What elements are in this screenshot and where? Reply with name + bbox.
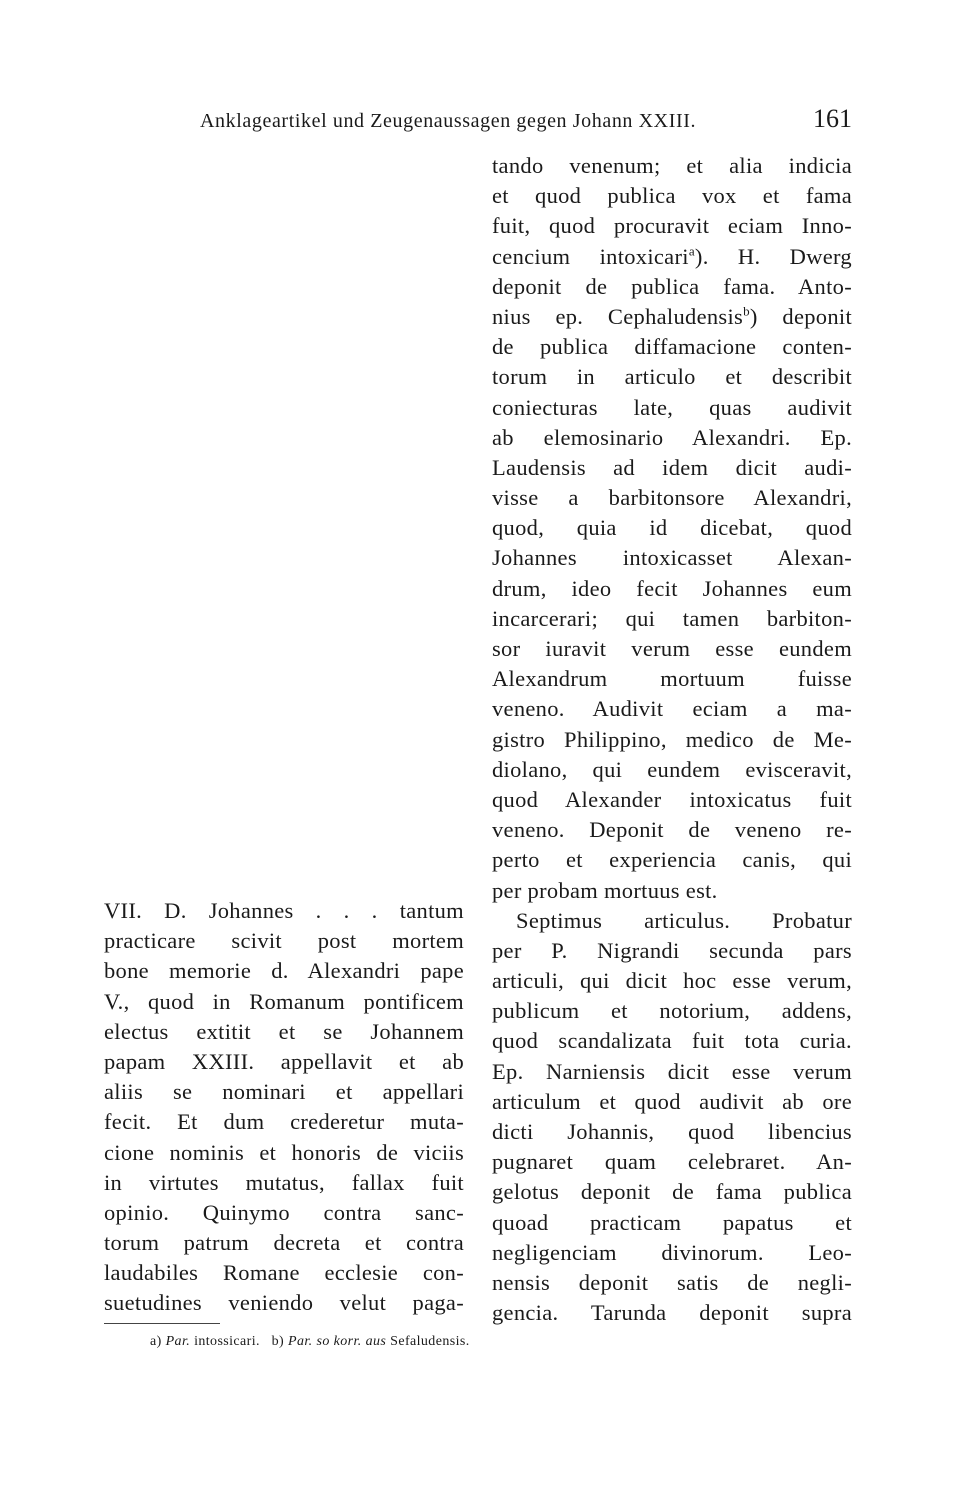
text-line: quoad practicam papatus et [492,1209,852,1235]
text-line: Septimus articulus. Probatur [516,907,852,933]
text-line: gencia. Tarunda deponit supra [492,1300,852,1326]
text-line: cione nominis et honoris de viciis [104,1139,464,1165]
text-line: deponit de publica fama. Anto- [492,273,852,299]
text-line: torum in articulo et describit [492,364,852,390]
text-line: electus extitit et se Johannem [104,1018,464,1044]
text-line: papam XXIII. appellavit et ab [104,1048,464,1074]
text-line: V., quod in Romanum pontificem [104,988,464,1014]
text-line: de publica diffamacione conten- [492,334,852,360]
footnote-ref-b: b [743,303,750,319]
text-line: Johannes intoxicasset Alexan- [492,545,852,571]
text-line: torum patrum decreta et contra [104,1230,464,1256]
text-line: quod scandalizata fuit tota curia. [492,1028,852,1054]
text-line: quod Alexander intoxicatus fuit [492,786,852,812]
running-title: Anklageartikel und Zeugenaussagen gegen Johann XXIII. [200,110,697,132]
right-column [492,151,852,1328]
text-line: aliis se nominari et appellari [104,1079,464,1105]
left-column-article-text [104,896,464,1319]
text-line: practicare scivit post mortem [104,928,464,954]
text-line: nensis deponit satis de negli- [492,1269,852,1295]
text-line: Alexandrum mortuum fuisse [492,666,852,692]
text-line: diolano, qui eundem evisceravit, [492,756,852,782]
text-line: coniecturas late, quas audivit [492,394,852,420]
text-line: drum, ideo fecit Johannes eum [492,575,852,601]
running-header [200,104,852,138]
text-line: bone memorie d. Alexandri pape [104,958,464,984]
text-line: dicti Johannis, quod libencius [492,1119,852,1144]
text-line: veneno. Deponit de veneno re- [492,817,852,843]
text-line: per probam mortuus est. [492,877,718,903]
text-line: Ep. Narniensis dicit esse verum [492,1058,852,1084]
text-line [492,302,852,332]
text-line: visse a barbitonsore Alexandri, [492,485,852,511]
footnote-text-b: Sefaludensis. [390,1334,470,1349]
text-fragment: nius ep. Cephaludensis [492,303,744,329]
text-fragment: ) deponit [749,303,853,329]
text-line: veneno. Audivit eciam a ma- [492,696,852,722]
text-fragment: cencium intoxicari [492,243,689,269]
text-line: quod, quia id dicebat, quod [492,515,852,541]
footnotes [150,1334,470,1350]
text-line [492,242,852,272]
text-line: fecit. Et dum crederetur muta- [104,1109,464,1135]
footnote-mark-a: a) [150,1334,162,1349]
text-line: publicum et notorium, addens, [492,998,852,1024]
footnote-divider [104,1323,220,1324]
text-line: tando venenum; et alia indicia [492,153,852,178]
footnote-source: Par. [165,1334,191,1349]
text-line: VII. D. Johannes . . . tantum [104,898,464,923]
text-fragment: ). H. Dwerg [694,243,852,269]
footnote-ref-a: a [688,243,695,259]
footnote-mark-b: b) [271,1334,285,1349]
text-line: in virtutes mutatus, fallax fuit [104,1169,464,1195]
text-line: articulum et quod audivit ab ore [492,1088,852,1114]
footnote-source: Par. [288,1334,313,1349]
text-line: suetudines veniendo velut paga- [104,1290,464,1316]
footnote-text-a: intossicari. [194,1334,260,1349]
text-line: per P. Nigrandi secunda pars [492,937,852,963]
text-line: et quod publica vox et fama [492,183,852,209]
text-line: negligenciam divinorum. Leo- [492,1239,852,1265]
text-line: articuli, qui dicit hoc esse verum, [492,968,852,994]
text-line: opinio. Quinymo contra sanc- [104,1199,464,1225]
text-line: pugnaret quam celebraret. An- [492,1149,852,1175]
text-line: fuit, quod procuravit eciam Inno- [492,213,852,239]
text-line: gelotus deponit de fama publica [492,1179,852,1205]
text-line: incarcerari; qui tamen barbiton- [492,605,852,631]
text-line: sor iuravit verum esse eundem [492,636,852,661]
text-line: perto et experiencia canis, qui [492,847,852,873]
footnote-editor-note: so korr. aus [316,1334,387,1349]
text-line: Laudensis ad idem dicit audi- [492,454,852,480]
text-line: ab elemosinario Alexandri. Ep. [492,424,852,450]
text-line: laudabiles Romane ecclesie con- [104,1260,464,1286]
page-number: 161 [813,104,852,133]
text-line: gistro Philippino, medico de Me- [492,726,852,752]
